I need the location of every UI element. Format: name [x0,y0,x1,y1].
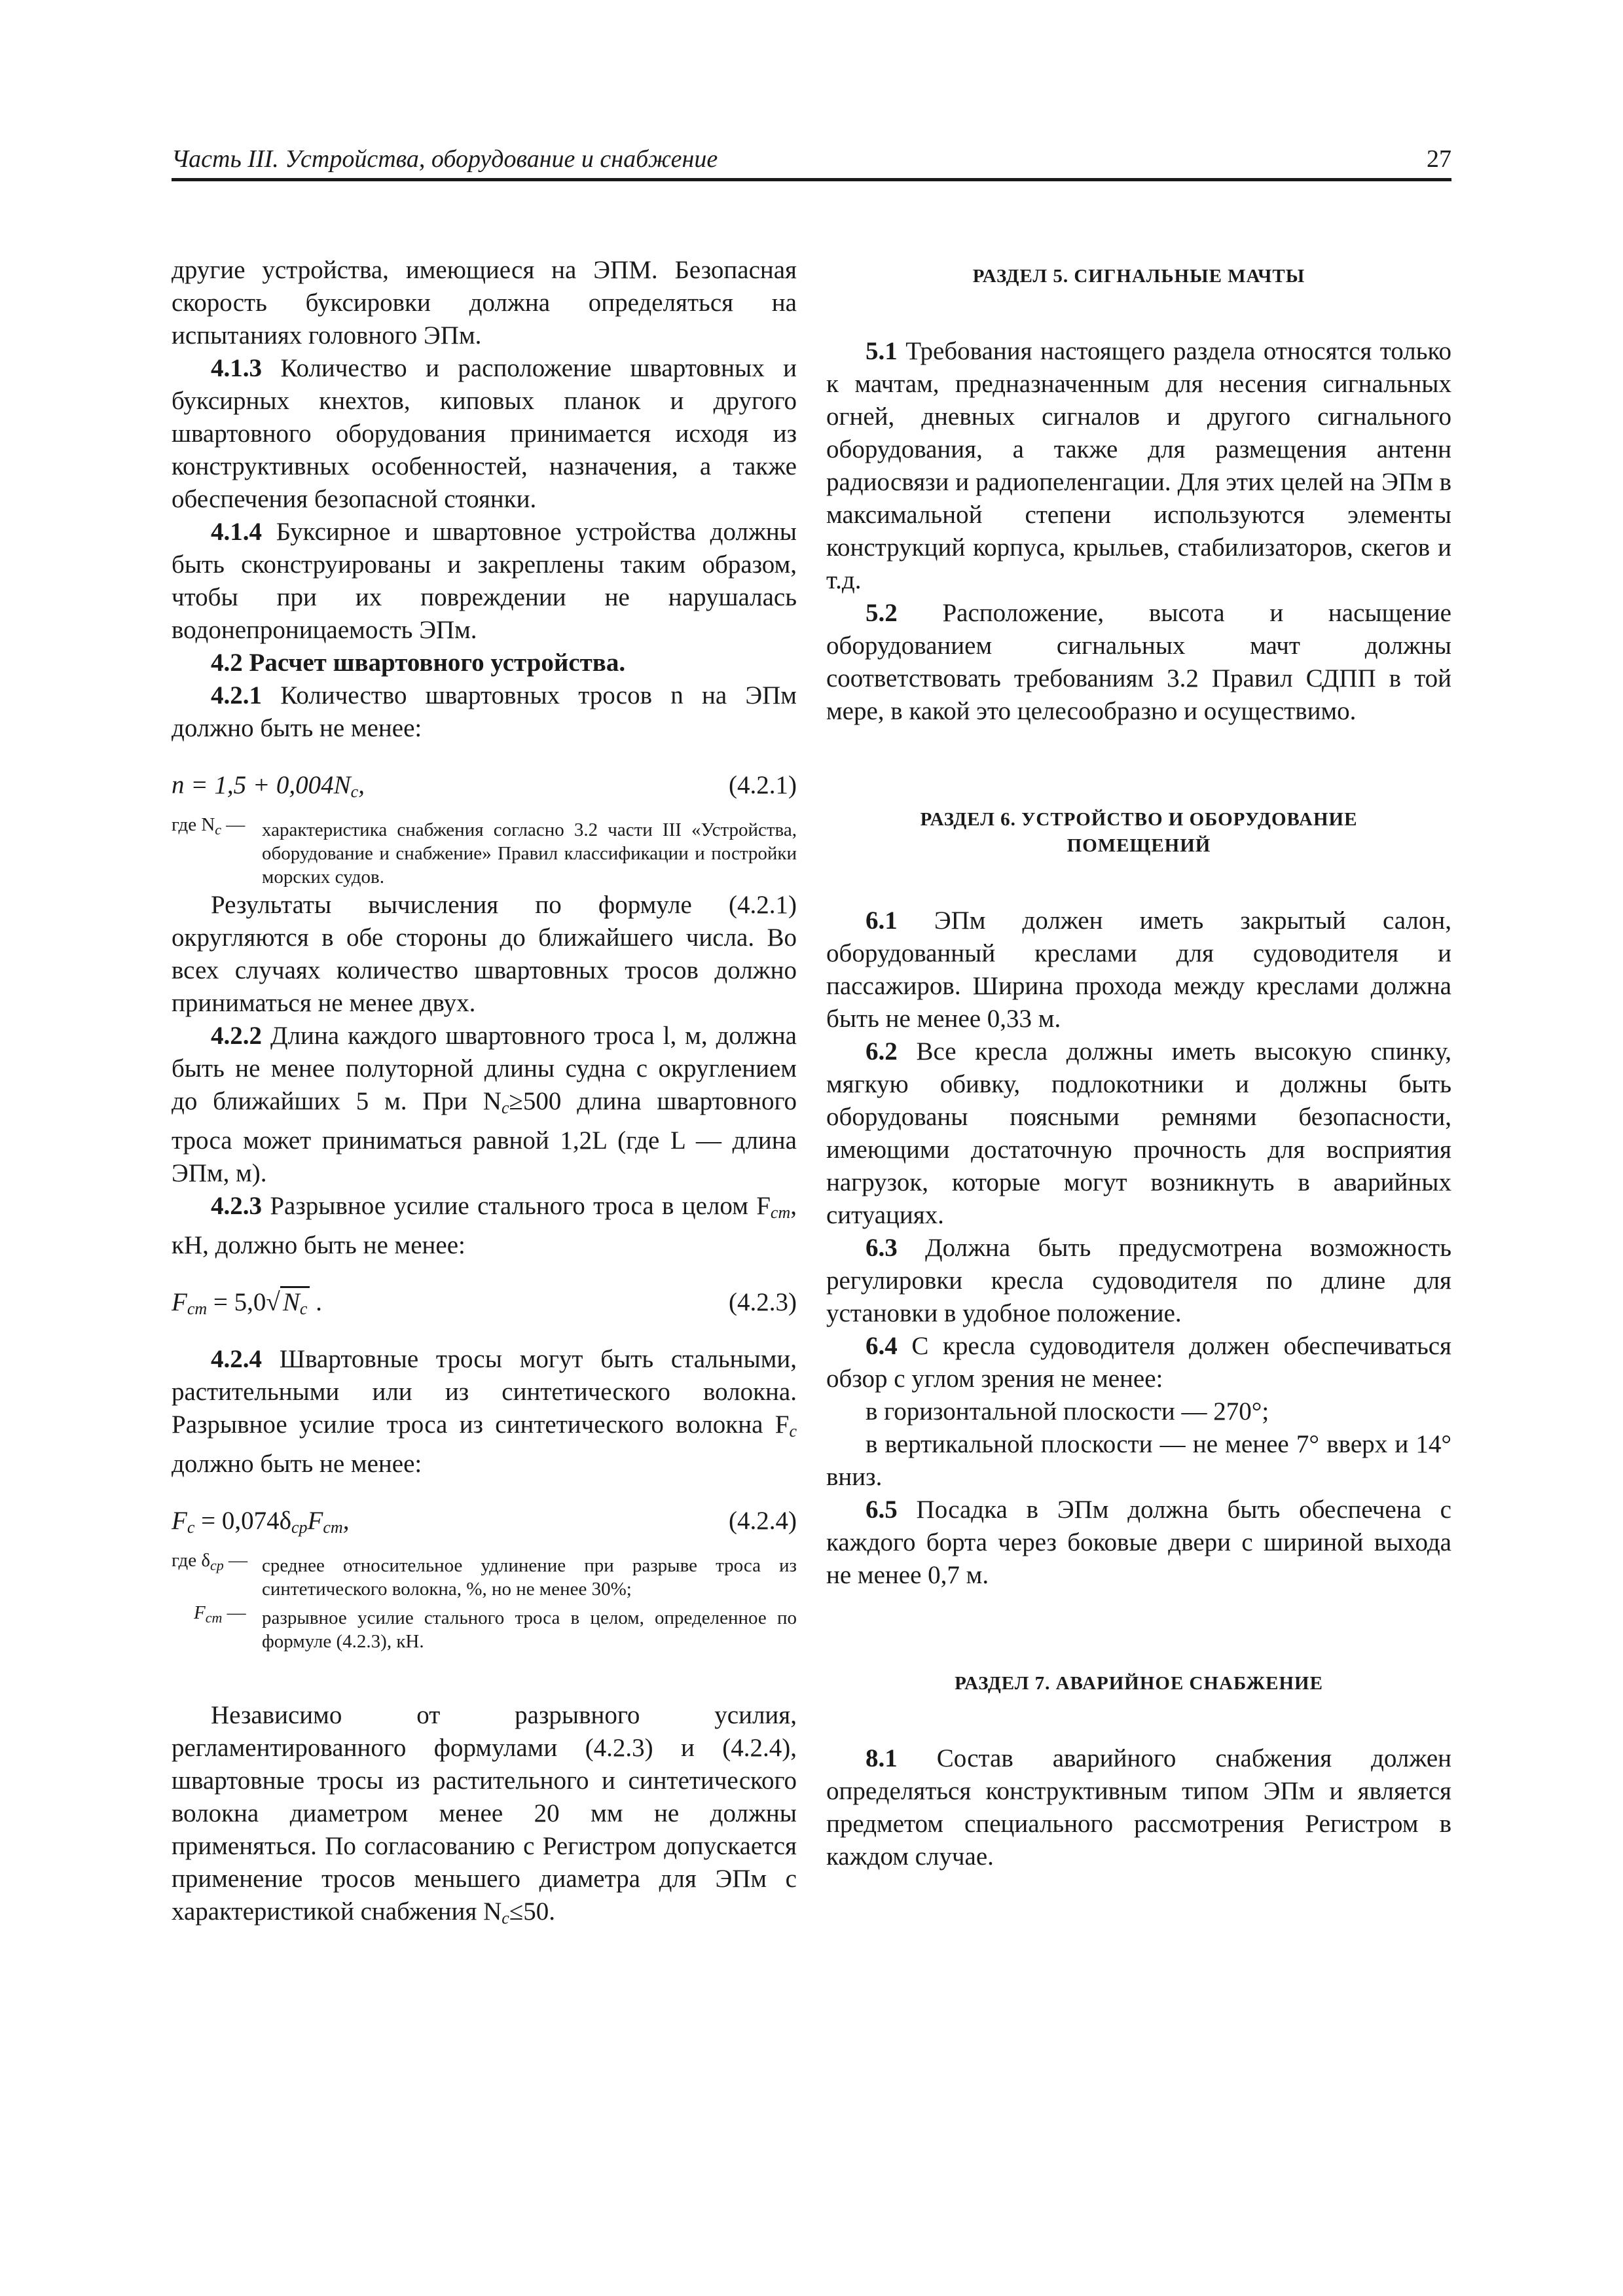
left-column [172,254,797,1935]
formula-4-2-4: $F_c = 0,074\delta_{ср}F_{ст}$, (4.2.4) [172,1503,797,1539]
paragraph-6-4-vertical: в вертикальной плоскости — не менее 7° вверх и 14° вниз. [826,1430,1451,1491]
running-header-title: Часть III. Устройства, оборудование и снабжение [172,145,718,173]
clause-number: 6.2 [866,1037,898,1066]
page-number: 27 [1427,145,1451,173]
formula-number: (4.2.4) [729,1507,797,1535]
paragraph-6-4-horizontal: в горизонтальной плоскости — 270°; [866,1397,1269,1426]
paragraph-6-5: 6.5 Посадка в ЭПм должна быть обеспечена с каждого борта через боковые двери с шириной выхода не менее 0,7 м. [826,1496,1451,1589]
clause-number: 5.2 [866,599,898,627]
subsection-heading-4-2: 4.2 Расчет швартовного устройства. [211,649,626,677]
paragraph-6-3: 6.3 Должна быть предусмотрена возможность регулировки кресла судоводителя по длине для установки в удобное положение. [826,1234,1451,1327]
clause-number: 4.1.4 [211,518,262,546]
clause-text: Количество и расположение швартовных и буксирных кнехтов, киповых планок и другого швартовного оборудования принимается исходя из конструктивных особенностей, назначения, а также обеспечения безопасной стоянки. [172,354,797,513]
paragraph-6-1: 6.1 ЭПм должен иметь закрытый салон, оборудованный креслами для судоводителя и пассажиров. Ширина прохода между креслами должна быть не менее 0,33 м. [826,906,1451,1033]
formula-number: (4.2.1) [729,771,797,799]
clause-number: 4.1.3 [211,354,262,382]
paragraph-5-2: 5.2 Расположение, высота и насыщение оборудованием сигнальных мачт должны соответствовать требованиям 3.2 Правил СДПП в той мере, в какой это целесообразно и осуществимо. [826,599,1451,725]
paragraph-5-1: 5.1 Требования настоящего раздела относятся только к мачтам, предназначенным для несения сигнальных огней, дневных сигналов и другого сигнального оборудования, а также для размещения антенн радиосвязи и радиопеленгации. Для этих целей на ЭПм в максимальной степени используются элементы конструкций корпуса, крыльев, стабилизаторов, скегов и т.д. [826,337,1451,594]
paragraph-8-1: 8.1 Состав аварийного снабжения должен определяться конструктивным типом ЭПм и является предметом специального рассмотрения Регистром в каждом случае. [826,1744,1451,1871]
section-6-heading: РАЗДЕЛ 6. УСТРОЙСТВО И ОБОРУДОВАНИЕ ПОМЕЩЕНИЙ [920,809,1358,856]
clause-number: 6.3 [866,1234,898,1262]
section-5-heading: РАЗДЕЛ 5. СИГНАЛЬНЫЕ МАЧТЫ [972,266,1305,287]
running-header [172,144,1451,181]
paragraph-results: Результаты вычисления по формуле (4.2.1) округляются в обе стороны до ближайшего числа. Во всех случаях количество швартовных тросов должно приниматься не менее двух. [172,891,797,1017]
paragraph-continued: другие устройства, имеющиеся на ЭПМ. Безопасная скорость буксировки должна определяться на испытаниях головного ЭПм. [172,256,797,350]
clause-number: 4.2.4 [211,1345,262,1373]
formula-number: (4.2.3) [729,1288,797,1316]
paragraph-6-4: 6.4 С кресла судоводителя должен обеспечиваться обзор с углом зрения не менее: [826,1332,1451,1393]
section-7-heading: РАЗДЕЛ 7. АВАРИЙНОЕ СНАБЖЕНИЕ [955,1673,1323,1694]
formula-4-2-1: $n = 1,5 + 0,004N_c$, (4.2.1) [172,767,797,804]
paragraph-4-2-3: 4.2.3 Разрывное усилие стального троса в целом $F_{ст}$, кН, должно быть не менее: [172,1192,797,1259]
clause-number: 6.4 [866,1332,898,1360]
paragraph-regardless: Независимо от разрывного усилия, регламентированного формулами (4.2.3) и (4.2.4), швартовные тросы из растительного и синтетического волокна диаметром менее 20 мм не должны применяться. По согласованию с Регистром допускается применение тросов меньшего диаметра для ЭПм с характеристикой снабжения $N_c\le 50$. [172,1701,797,1928]
clause-text: Количество швартовных тросов n на ЭПм должно быть не менее: [172,681,797,742]
formula-note: где $N_c$ — характеристика снабжения согласно 3.2 части III «Устройства, оборудование и снабжение» Правил классификации и постройки морских судов. [172,814,797,888]
clause-number: 4.2.1 [211,681,262,709]
clause-number: 4.2.2 [211,1022,262,1050]
paragraph-4-2-4: 4.2.4 Швартовные тросы могут быть стальными, растительными или из синтетического волокна. Разрывное усилие троса из синтетического волокна $F_c$ должно быть не менее: [172,1345,797,1478]
clause-number: 6.5 [866,1496,898,1524]
paragraph-4-1-4 [172,516,797,647]
clause-number: 5.1 [866,337,898,365]
paragraph-4-1-3 [172,352,797,516]
paragraph-4-2-1 [172,679,797,745]
clause-number: 6.1 [866,906,898,935]
right-column [826,254,1451,1873]
formula-note: где $\delta_{ср}$ — среднее относительное удлинение при разрыве троса из синтетического волокна, %, но не менее 30%; $F_{ст}$ — разрывное усилие стального троса в целом, определенное по формуле (4.2.3), кН. [172,1550,797,1652]
paragraph-4-2-2: 4.2.2 Длина каждого швартовного троса l, м, должна быть не менее полуторной длины судна с округлением до ближайших 5 м. При $N_c\ge 500$ длина швартовного троса может приниматься равной 1,2L (где L — длина ЭПм, м). [172,1022,797,1187]
formula-4-2-3: $F_{ст} = 5,0√$ $N_c$ . (4.2.3) [172,1284,797,1321]
clause-number: 8.1 [866,1744,898,1772]
paragraph-6-2: 6.2 Все кресла должны иметь высокую спинку, мягкую обивку, подлокотники и должны быть оборудованы поясными ремнями безопасности, имеющими достаточную прочность для восприятия нагрузок, которые могут возникнуть в аварийных ситуациях. [826,1037,1451,1229]
clause-text: Буксирное и швартовное устройства должны быть сконструированы и закреплены таким образом, чтобы при их повреждении не нарушалась водонепроницаемость ЭПм. [172,518,797,644]
clause-number: 4.2.3 [211,1192,262,1220]
